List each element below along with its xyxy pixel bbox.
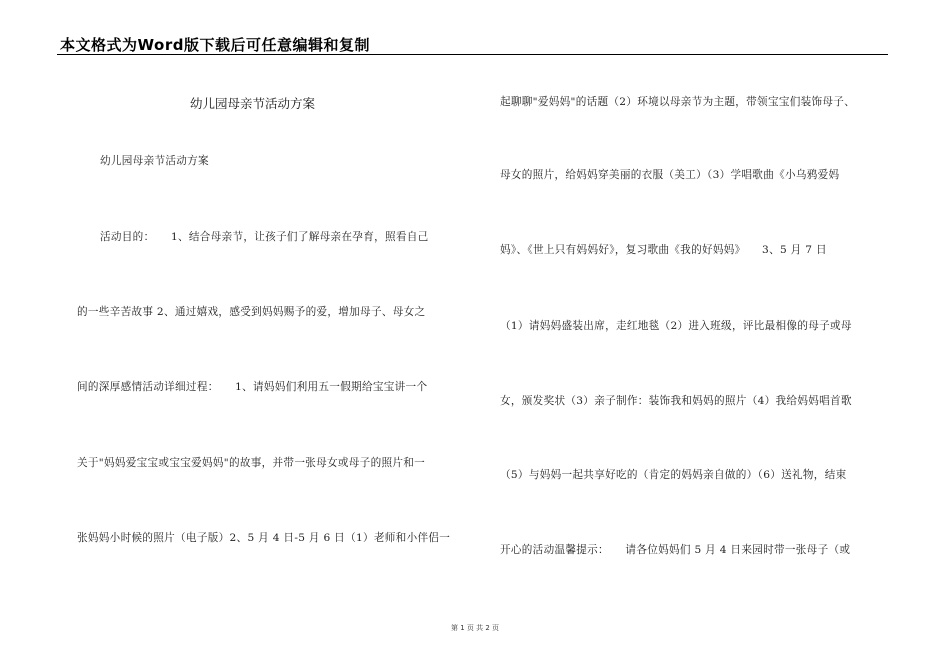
- paragraph-line: 妈》、《世上只有妈妈好》，复习歌曲《我的好妈妈》 3、5 月 7 日: [500, 244, 827, 256]
- paragraph-line: 间的深厚感情活动详细过程： 1、请妈妈们利用五一假期给宝宝讲一个: [77, 381, 428, 393]
- paragraph-line: 活动目的： 1、结合母亲节，让孩子们了解母亲在孕育，照看自己: [100, 231, 429, 243]
- header-divider: [57, 54, 888, 55]
- page-number: 第 1 页 共 2 页: [450, 624, 500, 632]
- paragraph-line: 的一些辛苦故事 2、通过嬉戏，感受到妈妈赐予的爱，增加母子、母女之: [77, 306, 426, 318]
- paragraph-line: （1）请妈妈盛装出席，走红地毯（2）进入班级，评比最相像的母子或母: [500, 320, 852, 332]
- paragraph-line: 女，颁发奖状（3）亲子制作：装饰我和妈妈的照片（4）我给妈妈唱首歌: [500, 395, 852, 407]
- paragraph-line: 开心的活动温馨提示： 请各位妈妈们 5 月 4 日来园时带一张母子（或: [500, 544, 851, 556]
- paragraph-line: 幼儿园母亲节活动方案: [100, 155, 209, 167]
- document-title: 幼儿园母亲节活动方案: [190, 96, 316, 111]
- document-header: 本文格式为Word版下载后可任意编辑和复制: [60, 36, 370, 54]
- paragraph-line: 张妈妈小时候的照片（电子版）2、5 月 4 日-5 月 6 日（1）老师和小伴侣一: [77, 532, 451, 544]
- paragraph-line: 关于"妈妈爱宝宝或宝宝爱妈妈"的故事，并带一张母女或母子的照片和一: [77, 457, 426, 469]
- paragraph-line: （5）与妈妈一起共享好吃的（肯定的妈妈亲自做的）（6）送礼物，结束: [500, 469, 847, 481]
- paragraph-line: 母女的照片，给妈妈穿美丽的衣服（美工）（3）学唱歌曲《小乌鸦爱妈: [500, 169, 840, 181]
- paragraph-line: 起聊聊"爱妈妈"的话题（2）环境以母亲节为主题，带领宝宝们装饰母子、: [500, 96, 856, 108]
